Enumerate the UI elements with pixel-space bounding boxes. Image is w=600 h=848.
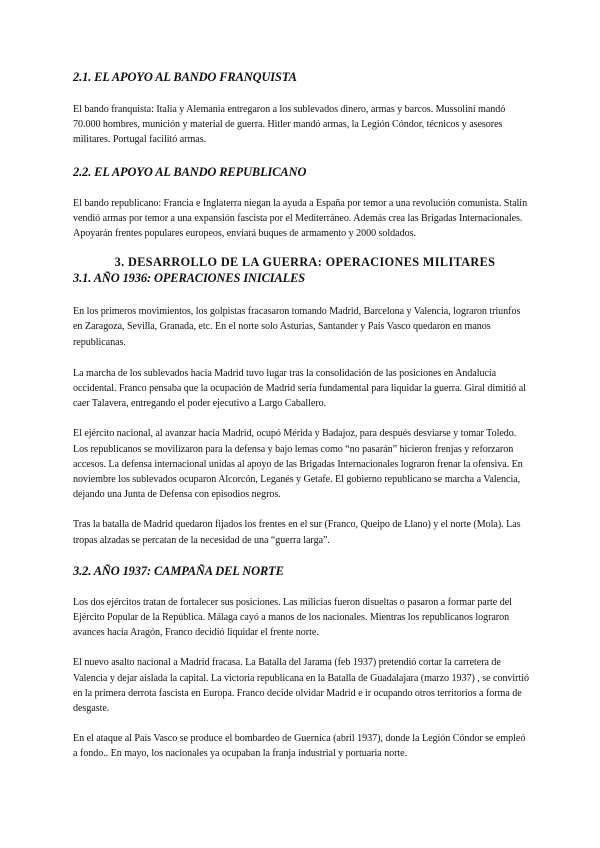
document-page [73,62,529,762]
subheading-2-2: 2.2. EL APOYO AL BANDO REPUBLICANO [73,164,307,179]
paragraph-1936-d: Tras la batalla de Madrid quedaron fijados los frentes en el sur (Franco, Queipo de Llano) y el norte (Mola). Las tropas alzadas se percatan de la necesidad de una “guerra larga”. [73,519,521,546]
subheading-3-2: 3.2. AÑO 1937: CAMPAÑA DEL NORTE [73,563,284,578]
paragraph-1936-b: La marcha de los sublevados hacia Madrid tuvo lugar tras la consolidación de las posiciones en Andalucía occidental. Franco pensaba que la ocupación de Madrid sería fundamental para liquidar la guerra. Giral dimitió al caer Talavera, entregando el poder ejecutivo a Largo Caballero. [73,367,526,410]
paragraph-1937-a: Los dos ejércitos tratan de fortalecer sus posiciones. Las milicias fueron disueltas o pasaron a formar parte del Ejército Popular de la República. Málaga cayó a manos de los nacionales. Mientras los republicanos lograron avances hacia Aragón, Franco decidió liquidar el frente norte. [73,596,512,639]
paragraph-1936-c: El ejército nacional, al avanzar hacia Madrid, ocupó Mérida y Badajoz, para después desviarse y tomar Toledo. Los republicanos se movilizaron para la defensa y bajo lemas como “no pasarán” hicieron frenjas y reforzaron accesos. La defensa internacional unidas al apoyo de las Brigadas Internacionales lograron frenar la ofensiva. En noviembre los sublevados ocuparon Alcorcón, Leganés y Getafe. El gobierno republicano se marcha a Valencia, dejando una Junta de Defensa con episodios negros. [73,428,523,501]
paragraph-1936-a: En los primeros movimientos, los golpistas fracasaron tomando Madrid, Barcelona y Valencia, lograron triunfos en Zaragoza, Sevilla, Granada, etc. En el norte solo Asturias, Santander y País Vasco quedaron en manos republicanas. [73,306,521,348]
paragraph-1937-b: El nuevo asalto nacional a Madrid fracasa. La Batalla del Jarama (feb 1937) pretendió cortar la carretera de Valencia y dejar aislada la capital. La victoria republicana en la Batalla de Guadalajara (marzo 1937) , se convirtió en la primera derrota fascista en Europa. Franco decide olvidar Madrid e ir ocupando otros territorios a forma de desgaste. [73,657,530,715]
paragraph-republicano: El bando republicano: Francia e Inglaterra niegan la ayuda a España por temor a una revolución comunista. Stalin vendió armas por temor a una expansión fascista por el Mediterráneo. Además crea las Brigadas Internacionales. Apoyarán frentes populares europeos, enviará buques de armamento y 2000 soldados. [73,197,528,240]
subheading-3-1: 3.1. AÑO 1936: OPERACIONES INICIALES [73,271,306,286]
paragraph-franquista: El bando franquista: Italia y Alemania entregaron a los sublevados dinero, armas y barcos. Mussolini mandó 70.000 hombres, munición y material de guerra. Hitler mandó armas, la Legión Cóndor, técnicos y asesores militares. Portugal facilitó armas. [73,104,506,146]
subheading-2-1: 2.1. EL APOYO AL BANDO FRANQUISTA [73,70,297,84]
section-heading-3: 3. DESARROLLO DE LA GUERRA: OPERACIONES MILITARES [114,255,496,270]
paragraph-1937-c: En el ataque al País Vasco se produce el bombardeo de Guernica (abril 1937), donde la Legión Cóndor se empleó a fondo.. En mayo, los nacionales ya ocupaban la franja industrial y portuaria norte. [73,733,526,760]
